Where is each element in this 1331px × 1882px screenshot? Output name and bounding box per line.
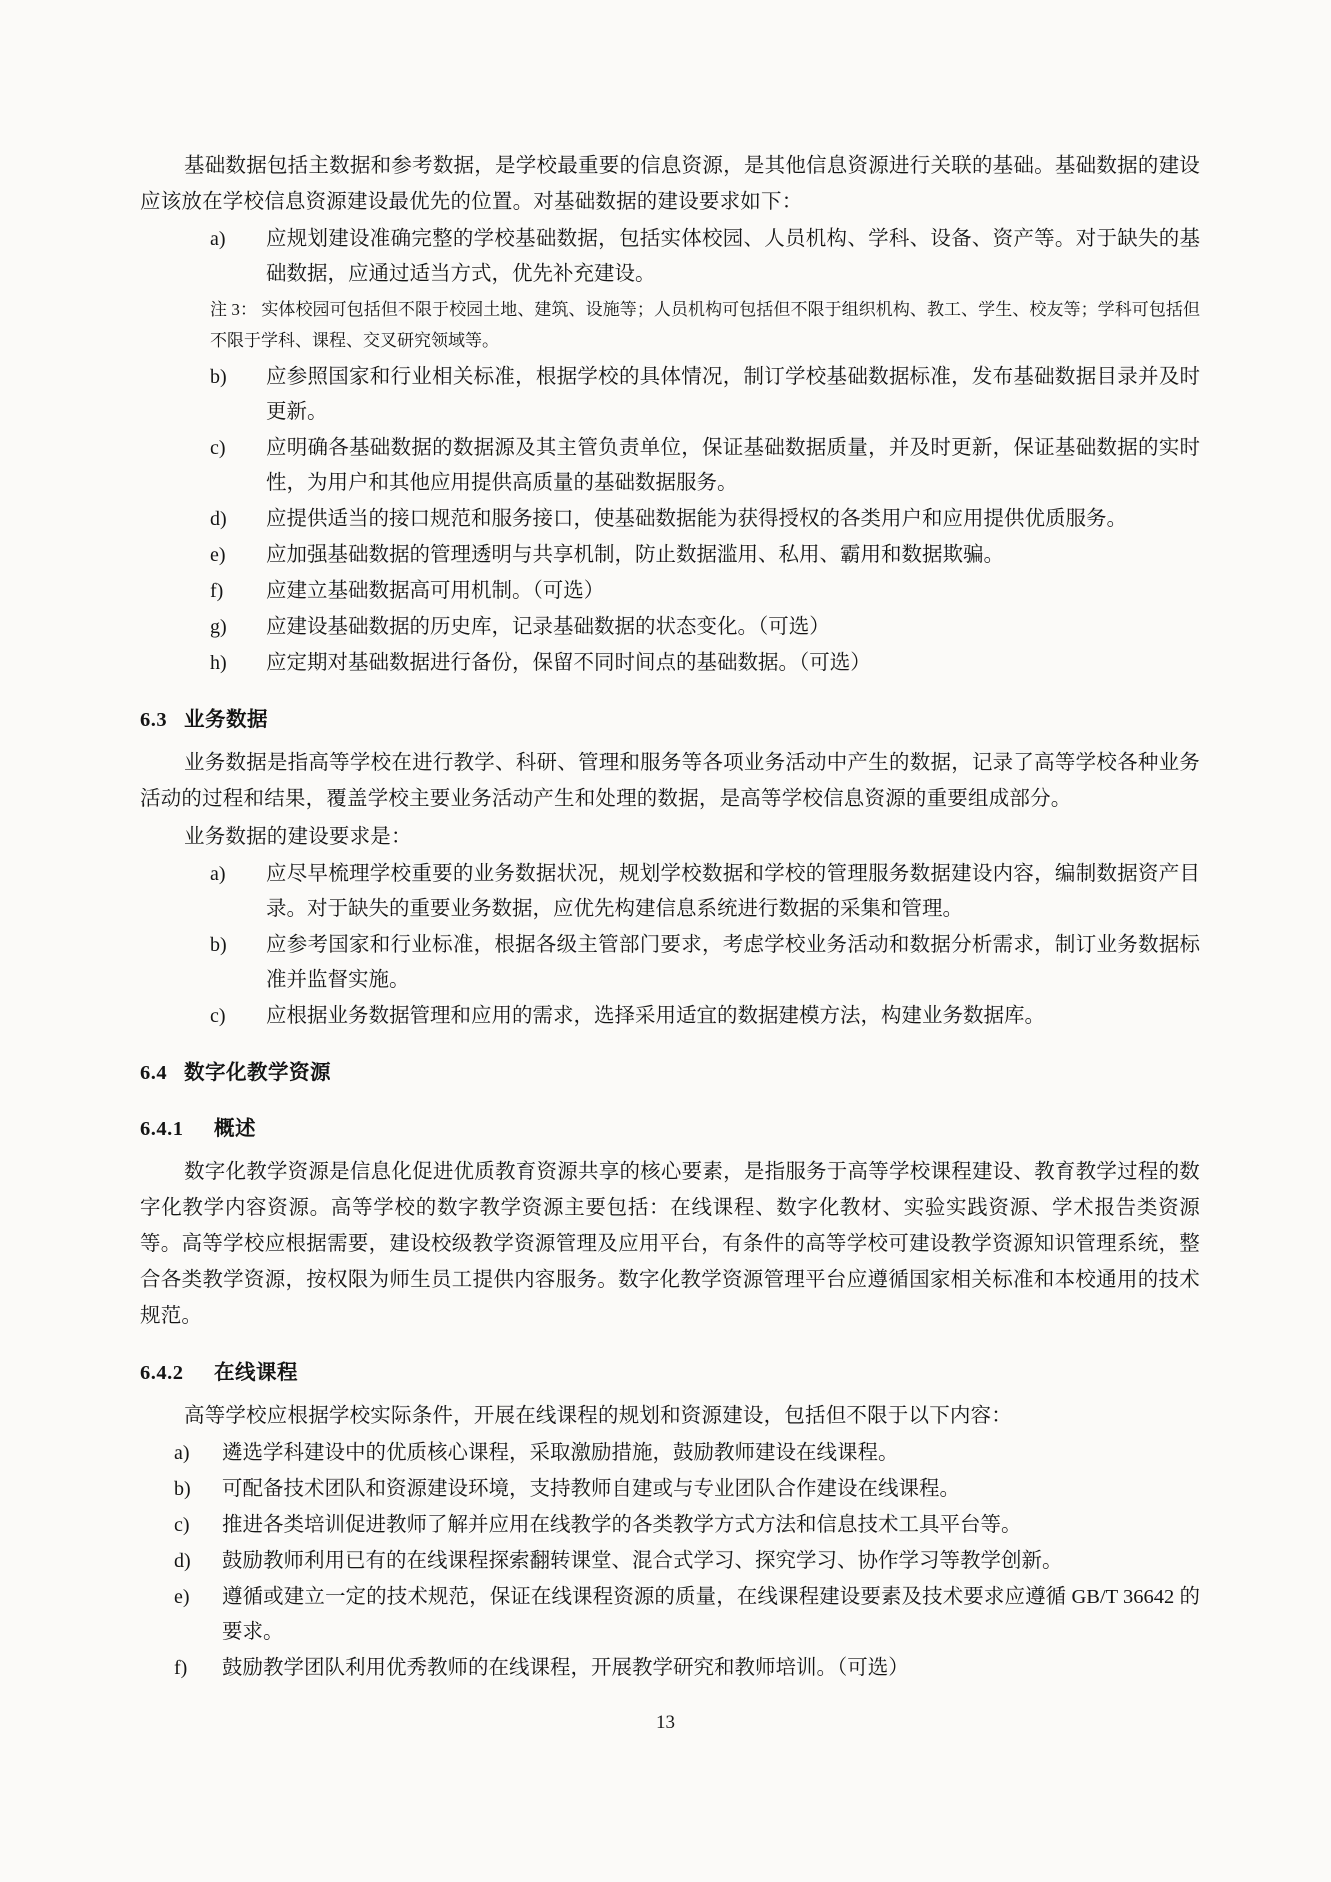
list-marker: e) xyxy=(210,544,226,566)
list-item-text: 应建设基础数据的历史库，记录基础数据的状态变化。（可选） xyxy=(266,616,830,638)
list-item xyxy=(140,538,1200,573)
heading-title: 概述 xyxy=(214,1118,256,1140)
list-item-text: 应定期对基础数据进行备份，保留不同时间点的基础数据。（可选） xyxy=(266,652,871,674)
list-marker: g) xyxy=(210,616,227,638)
list-marker: c) xyxy=(210,1005,226,1027)
list-item-text: 应参考国家和行业标准，根据各级主管部门要求，考虑学校业务活动和数据分析需求，制订业务数据标准并监督实施。 xyxy=(266,934,1200,991)
section-6-4-2-paragraph: 高等学校应根据学校实际条件，开展在线课程的规划和资源建设，包括但不限于以下内容： xyxy=(184,1405,1012,1427)
list-item xyxy=(140,857,1200,927)
list-item xyxy=(140,431,1200,501)
list-item-text: 遴选学科建设中的优质核心课程，采取激励措施，鼓励教师建设在线课程。 xyxy=(222,1442,899,1464)
intro-list-first xyxy=(140,222,1200,292)
list-item-text: 推进各类培训促进教师了解并应用在线教学的各类教学方式方法和信息技术工具平台等。 xyxy=(222,1514,1022,1536)
section-6-3-list xyxy=(140,857,1200,1034)
list-item xyxy=(140,1580,1200,1650)
section-6-3-paragraph-2: 业务数据的建设要求是： xyxy=(184,826,412,848)
list-item xyxy=(140,1651,1200,1686)
list-item xyxy=(140,1508,1200,1543)
intro-paragraph: 基础数据包括主数据和参考数据，是学校最重要的信息资源，是其他信息资源进行关联的基础。基础数据的建设应该放在学校信息资源建设最优先的位置。对基础数据的建设要求如下： xyxy=(140,155,1200,213)
list-item-text: 遵循或建立一定的技术规范，保证在线课程资源的质量，在线课程建设要素及技术要求应遵循 GB/T 36642 的要求。 xyxy=(222,1586,1200,1643)
list-item xyxy=(140,360,1200,430)
list-item xyxy=(140,646,1200,681)
list-marker: b) xyxy=(210,366,227,388)
list-marker: d) xyxy=(210,508,227,530)
list-marker: b) xyxy=(210,934,227,956)
list-item xyxy=(140,574,1200,609)
list-item-text: 应参照国家和行业相关标准，根据学校的具体情况，制订学校基础数据标准，发布基础数据目录并及时更新。 xyxy=(266,366,1200,423)
list-marker: a) xyxy=(210,863,226,885)
list-item xyxy=(140,1472,1200,1507)
list-item-text: 应明确各基础数据的数据源及其主管负责单位，保证基础数据质量，并及时更新，保证基础数据的实时性，为用户和其他应用提供高质量的基础数据服务。 xyxy=(266,437,1200,494)
list-item-text: 应根据业务数据管理和应用的需求，选择采用适宜的数据建模方法，构建业务数据库。 xyxy=(266,1005,1045,1027)
list-marker: c) xyxy=(174,1514,190,1536)
heading-number: 6.4.1 xyxy=(140,1118,184,1140)
heading-title: 业务数据 xyxy=(184,709,268,731)
list-marker: d) xyxy=(174,1550,191,1572)
heading-title: 在线课程 xyxy=(214,1362,298,1384)
list-marker: a) xyxy=(210,228,226,250)
list-item-text: 应规划建设准确完整的学校基础数据，包括实体校园、人员机构、学科、设备、资产等。对于缺失的基础数据，应通过适当方式，优先补充建设。 xyxy=(266,228,1200,285)
list-item-text: 应加强基础数据的管理透明与共享机制，防止数据滥用、私用、霸用和数据欺骗。 xyxy=(266,544,1004,566)
list-item xyxy=(140,999,1200,1034)
list-marker: b) xyxy=(174,1478,191,1500)
list-item-text: 可配备技术团队和资源建设环境，支持教师自建或与专业团队合作建设在线课程。 xyxy=(222,1478,960,1500)
note-3: 注 3： 实体校园可包括但不限于校园土地、建筑、设施等；人员机构可包括但不限于组织机构、教工、学生、校友等；学科可包括但不限于学科、课程、交叉研究领域等。 xyxy=(210,300,1200,350)
list-marker: e) xyxy=(174,1586,190,1608)
heading-title: 数字化教学资源 xyxy=(184,1062,331,1084)
heading-number: 6.3 xyxy=(140,709,168,731)
heading-6-4 xyxy=(140,1056,1200,1090)
heading-6-4-1 xyxy=(140,1112,1200,1146)
list-item-text: 鼓励教师利用已有的在线课程探索翻转课堂、混合式学习、探究学习、协作学习等教学创新。 xyxy=(222,1550,1063,1572)
list-item xyxy=(140,222,1200,292)
list-marker: h) xyxy=(210,652,227,674)
list-item xyxy=(140,1544,1200,1579)
list-marker: f) xyxy=(210,580,224,602)
list-marker: a) xyxy=(174,1442,190,1464)
list-item xyxy=(140,1436,1200,1471)
heading-number: 6.4.2 xyxy=(140,1362,184,1384)
section-6-3-paragraph-1: 业务数据是指高等学校在进行教学、科研、管理和服务等各项业务活动中产生的数据，记录了高等学校各种业务活动的过程和结果，覆盖学校主要业务活动产生和处理的数据，是高等学校信息资源的重要组成部分。 xyxy=(140,752,1200,810)
heading-6-3 xyxy=(140,703,1200,737)
list-item-text: 鼓励教学团队利用优秀教师的在线课程，开展教学研究和教师培训。（可选） xyxy=(222,1657,909,1679)
list-item-text: 应建立基础数据高可用机制。（可选） xyxy=(266,580,605,602)
list-item xyxy=(140,928,1200,998)
intro-list-rest xyxy=(140,360,1200,681)
section-6-4-1-paragraph: 数字化教学资源是信息化促进优质教育资源共享的核心要素，是指服务于高等学校课程建设、教育教学过程的数字化教学内容资源。高等学校的数字教学资源主要包括：在线课程、数字化教材、实验实践资源、学术报告类资源等。高等学校应根据需要，建设校级教学资源管理及应用平台，有条件的高等学校可建设教学资源知识管理系统，整合各类教学资源，按权限为师生员工提供内容服务。数字化教学资源管理平台应遵循国家相关标准和本校通用的技术规范。 xyxy=(140,1161,1200,1327)
list-item-text: 应尽早梳理学校重要的业务数据状况，规划学校数据和学校的管理服务数据建设内容，编制数据资产目录。对于缺失的重要业务数据，应优先构建信息系统进行数据的采集和管理。 xyxy=(266,863,1200,920)
heading-6-4-2 xyxy=(140,1356,1200,1390)
list-item xyxy=(140,502,1200,537)
list-marker: f) xyxy=(174,1657,188,1679)
section-6-4-2-list xyxy=(140,1436,1200,1686)
page-content xyxy=(140,148,1200,1687)
list-item xyxy=(140,610,1200,645)
list-item-text: 应提供适当的接口规范和服务接口，使基础数据能为获得授权的各类用户和应用提供优质服务。 xyxy=(266,508,1127,530)
list-marker: c) xyxy=(210,437,226,459)
page-number: 13 xyxy=(656,1712,675,1733)
heading-number: 6.4 xyxy=(140,1062,168,1084)
